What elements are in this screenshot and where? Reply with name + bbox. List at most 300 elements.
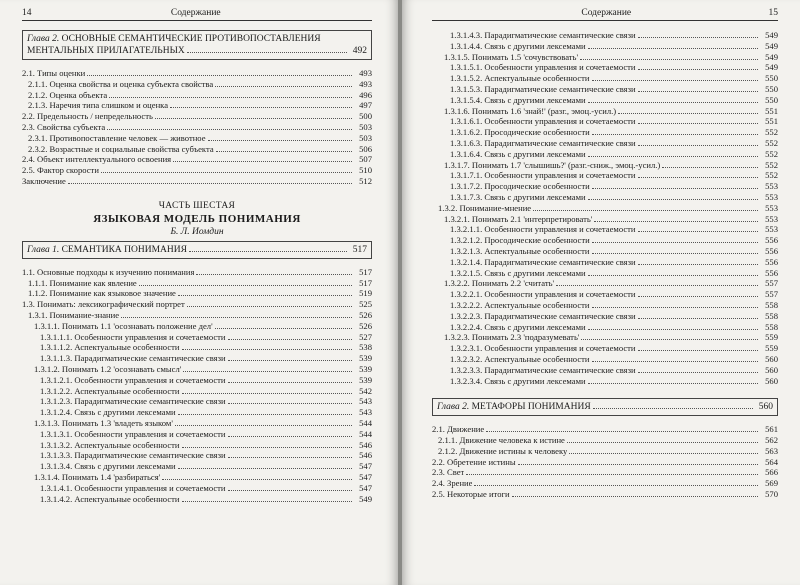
toc-entry-text: 1.3.1.2.4. Связь с другими лексемами <box>40 407 176 418</box>
toc-entry-page: 550 <box>765 94 778 105</box>
chapter-label: Глава 2. <box>27 34 60 44</box>
toc-entry-page: 547 <box>359 482 372 493</box>
toc-entry-page: 552 <box>765 170 778 181</box>
leader-dots <box>638 224 758 232</box>
toc-entry <box>22 100 372 111</box>
leader-dots <box>512 489 758 497</box>
toc-entry-text: 1.3.2.1.4. Парадигматические семантические связи <box>450 256 636 267</box>
toc-entry-page: 562 <box>765 435 778 446</box>
toc-entry <box>432 300 778 311</box>
toc-entry-text: 1.3.2.2.2. Аспектуальные особенности <box>450 299 590 310</box>
toc-entry-page: 503 <box>359 132 372 143</box>
leader-dots <box>187 299 352 307</box>
toc-entry <box>22 407 372 418</box>
toc-entry <box>22 111 372 122</box>
leader-dots <box>556 278 758 286</box>
leader-dots <box>228 429 352 437</box>
toc-entry <box>432 170 778 181</box>
leader-dots <box>68 176 352 184</box>
leader-dots <box>592 300 759 308</box>
toc-entry-page: 549 <box>765 62 778 73</box>
toc-entry-text: 1.3.1.5.2. Аспектуальные особенности <box>450 73 590 84</box>
chapter-1-title-row <box>27 244 367 256</box>
toc-entry-text: 2.1. Типы оценки <box>22 68 86 78</box>
toc-entry-page: 550 <box>765 83 778 94</box>
toc-entry <box>22 165 372 176</box>
toc-entry <box>22 68 372 79</box>
leader-dots <box>228 353 352 361</box>
toc-list-left-b <box>22 267 372 505</box>
toc-entry <box>432 332 778 343</box>
toc-entry-text: 1.3.1.5. Понимать 1.5 'сочувствовать' <box>444 51 579 62</box>
toc-entry-page: 497 <box>359 100 372 111</box>
toc-entry-text: 1.3.1.2.1. Особенности управления и сочетаемости <box>40 374 226 385</box>
leader-dots <box>121 310 352 318</box>
toc-entry <box>432 149 778 160</box>
toc-entry <box>22 267 372 278</box>
toc-entry-text: 1.3.1.6.2. Просодические особенности <box>450 127 590 138</box>
toc-entry-text: 1.3.1.6.4. Связь с другими лексемами <box>450 148 586 159</box>
leader-dots <box>486 424 758 432</box>
leader-dots <box>474 478 758 486</box>
leader-dots <box>638 365 758 373</box>
leader-dots <box>189 244 347 252</box>
toc-entry-page: 569 <box>765 478 778 489</box>
chapter-2-metaphors-title <box>437 401 591 413</box>
toc-entry-page: 552 <box>765 148 778 159</box>
chapter-2-heading-box <box>22 30 372 60</box>
toc-entry-page: 507 <box>359 154 372 165</box>
toc-entry <box>432 116 778 127</box>
toc-entry-page: 525 <box>359 299 372 310</box>
toc-entry <box>22 144 372 155</box>
toc-entry-page: 556 <box>765 256 778 267</box>
leader-dots <box>592 354 759 362</box>
toc-entry <box>432 311 778 322</box>
leader-dots <box>228 483 352 491</box>
leader-dots <box>187 45 347 53</box>
chapter-2-title-line2 <box>27 45 367 57</box>
chapter-1-title-text: СЕМАНТИКА ПОНИМАНИЯ <box>61 244 187 255</box>
toc-entry-text: 1.3.2.1.3. Аспектуальные особенности <box>450 245 590 256</box>
leader-dots <box>588 149 758 157</box>
toc-entry <box>22 472 372 483</box>
toc-entry <box>22 429 372 440</box>
toc-entry-text: 2.1.2. Движение истины к человеку <box>438 445 568 456</box>
leader-dots <box>638 343 758 351</box>
toc-entry <box>432 354 778 365</box>
toc-entry <box>432 160 778 171</box>
toc-entry-text: Заключение <box>22 175 66 186</box>
toc-entry <box>432 214 778 225</box>
leader-dots <box>182 386 353 394</box>
toc-entry-page: 556 <box>765 235 778 246</box>
leader-dots <box>109 90 352 98</box>
leader-dots <box>588 322 758 330</box>
leader-dots <box>228 332 352 340</box>
toc-entry-text: 1.3.2.3.2. Аспектуальные особенности <box>450 353 590 364</box>
leader-dots <box>175 418 352 426</box>
toc-entry <box>432 343 778 354</box>
toc-entry-text: 2.5. Некоторые итоги <box>432 489 510 500</box>
toc-entry-page: 538 <box>359 342 372 353</box>
leader-dots <box>592 127 758 135</box>
toc-entry-page: 539 <box>359 353 372 364</box>
leader-dots <box>638 84 758 92</box>
toc-entry-text: 1.3.1.3.1. Особенности управления и сочетаемости <box>40 428 226 439</box>
toc-entry-text: 1.3.1.4.3. Парадигматические семантические связи <box>450 30 636 40</box>
toc-entry-text: 1.3.1.6.1. Особенности управления и сочетаемости <box>450 116 636 127</box>
toc-entry-page: 553 <box>765 181 778 192</box>
toc-entry <box>432 435 778 446</box>
toc-entry-text: 1.3.2.3. Понимать 2.3 'подразумевать' <box>444 332 580 343</box>
toc-entry-page: 526 <box>359 309 372 320</box>
part-title: ЯЗЫКОВАЯ МОДЕЛЬ ПОНИМАНИЯ <box>93 212 301 225</box>
leader-dots <box>155 111 352 119</box>
toc-entry-page: 556 <box>765 267 778 278</box>
toc-entry-text: 1.1. Основные подходы к изучению понимания <box>22 266 195 277</box>
toc-entry-page: 549 <box>765 40 778 51</box>
toc-entry-page: 549 <box>765 51 778 62</box>
toc-entry <box>432 30 778 41</box>
toc-entry <box>432 424 778 435</box>
toc-entry-page: 493 <box>359 78 372 89</box>
leader-dots <box>170 100 352 108</box>
toc-entry-text: 1.3.1.4.1. Особенности управления и сочетаемости <box>40 482 226 493</box>
toc-entry-text: 1.3.1. Понимание-знание <box>28 309 120 320</box>
toc-entry-page: 517 <box>359 266 372 277</box>
toc-entry <box>22 450 372 461</box>
leader-dots <box>228 396 352 404</box>
chapter-2-title-line1 <box>27 33 367 45</box>
toc-list-right-b <box>432 424 778 500</box>
toc-entry-page: 552 <box>765 137 778 148</box>
chapter-2-metaphors-title-text: МЕТАФОРЫ ПОНИМАНИЯ <box>471 402 591 413</box>
toc-list-right-a <box>432 30 778 386</box>
leader-dots <box>638 311 758 319</box>
toc-entry-page: 496 <box>359 89 372 100</box>
leader-dots <box>581 332 758 340</box>
toc-entry <box>22 364 372 375</box>
toc-entry-text: 1.3.1.2.2. Аспектуальные особенности <box>40 385 180 396</box>
toc-entry <box>432 489 778 500</box>
toc-entry-text: 2.3.1. Противопоставление человек — животное <box>28 132 206 143</box>
leader-dots <box>87 68 352 76</box>
toc-entry <box>432 278 778 289</box>
toc-entry-page: 542 <box>359 385 372 396</box>
toc-entry-text: 1.3.1.3. Понимать 1.3 'владеть языком' <box>34 417 173 428</box>
toc-entry-page: 546 <box>359 439 372 450</box>
chapter-title-cont: МЕНТАЛЬНЫХ ПРИЛАГАТЕЛЬНЫХ <box>27 46 185 56</box>
page-number-right: 15 <box>768 8 778 18</box>
toc-entry-text: 1.3.2.1. Понимать 2.1 'интерпретировать' <box>444 213 593 224</box>
toc-entry-page: 546 <box>359 450 372 461</box>
toc-entry-page: 493 <box>359 68 372 78</box>
toc-entry-text: 1.3.1.5.3. Парадигматические семантические связи <box>450 83 636 94</box>
toc-list-left-a <box>22 68 372 187</box>
toc-entry <box>22 440 372 451</box>
toc-entry-text: 1.1.2. Понимание как языковое значение <box>28 288 176 299</box>
leader-dots <box>662 160 758 168</box>
toc-entry-page: 553 <box>765 191 778 202</box>
spacer <box>432 386 778 394</box>
leader-dots <box>588 376 758 384</box>
toc-entry-page: 539 <box>359 363 372 374</box>
toc-entry <box>432 138 778 149</box>
toc-entry <box>432 62 778 73</box>
toc-entry-page: 510 <box>359 165 372 176</box>
toc-entry-page: 566 <box>765 467 778 478</box>
leader-dots <box>593 401 753 409</box>
toc-entry <box>432 268 778 279</box>
toc-entry-page: 527 <box>359 331 372 342</box>
toc-entry-text: 1.3.1.7. Понимать 1.7 'слышишь?' (разг.-сниж., эмоц.-усил.) <box>444 159 661 170</box>
leader-dots <box>592 246 759 254</box>
toc-entry-page: 549 <box>359 493 372 504</box>
toc-entry-page: 559 <box>765 332 778 343</box>
toc-entry <box>22 79 372 90</box>
toc-entry-page: 553 <box>765 224 778 235</box>
leader-dots <box>208 133 352 141</box>
toc-entry <box>432 365 778 376</box>
leader-dots <box>569 446 758 454</box>
toc-entry <box>432 235 778 246</box>
toc-entry-page: 526 <box>359 320 372 331</box>
toc-entry-text: 1.3. Понимать: лексикографический портрет <box>22 299 185 310</box>
leader-dots <box>638 62 758 70</box>
toc-entry-text: 1.3.2.1.5. Связь с другими лексемами <box>450 267 586 278</box>
leader-dots <box>173 154 352 162</box>
toc-entry-page: 512 <box>359 175 372 186</box>
toc-entry <box>432 52 778 63</box>
leader-dots <box>638 138 758 146</box>
toc-entry-page: 551 <box>765 116 778 127</box>
toc-entry <box>22 154 372 165</box>
toc-entry-page: 543 <box>359 396 372 407</box>
toc-entry-text: 1.3.1.1.2. Аспектуальные особенности <box>40 342 180 353</box>
toc-entry-text: 2.1. Движение <box>432 424 485 435</box>
toc-entry <box>432 467 778 478</box>
toc-entry <box>432 84 778 95</box>
toc-entry <box>432 95 778 106</box>
toc-entry-text: 1.3.1.7.2. Просодические особенности <box>450 181 590 192</box>
toc-entry <box>432 289 778 300</box>
toc-entry <box>432 106 778 117</box>
toc-entry <box>432 127 778 138</box>
leader-dots <box>580 52 758 60</box>
leader-dots <box>588 268 758 276</box>
toc-entry-page: 544 <box>359 428 372 439</box>
toc-entry-page: 500 <box>359 111 372 122</box>
part-label: ЧАСТЬ ШЕСТАЯ <box>158 200 236 211</box>
toc-entry-text: 2.1.2. Оценка объекта <box>28 89 108 100</box>
chapter-2-metaphors-title-row <box>437 401 773 413</box>
toc-entry <box>22 418 372 429</box>
toc-entry-text: 1.3.1.2. Понимать 1.2 'осознавать смысл' <box>34 363 182 374</box>
chapter-2-metaphors-label: Глава 2. <box>437 402 470 413</box>
toc-entry-text: 1.3.2.1.1. Особенности управления и сочетаемости <box>450 224 636 235</box>
toc-entry-page: 506 <box>359 143 372 154</box>
toc-entry <box>432 457 778 468</box>
chapter-1-title <box>27 244 187 256</box>
leader-dots <box>592 235 758 243</box>
leader-dots <box>567 435 758 443</box>
toc-entry-text: 1.3.1.1.1. Особенности управления и сочетаемости <box>40 331 226 342</box>
chapter-1-page: 517 <box>352 244 367 255</box>
toc-entry-text: 1.3.2.2.1. Особенности управления и сочетаемости <box>450 289 636 300</box>
toc-entry-text: 1.3.1.3.3. Парадигматические семантические связи <box>40 450 226 461</box>
leader-dots <box>638 257 758 265</box>
toc-entry-text: 1.3.1.5.1. Особенности управления и сочетаемости <box>450 62 636 73</box>
page-number-left: 14 <box>22 8 32 18</box>
leader-dots <box>228 450 352 458</box>
leader-dots <box>215 321 352 329</box>
toc-entry <box>432 181 778 192</box>
toc-entry-text: 1.3.1.5.4. Связь с другими лексемами <box>450 94 586 105</box>
toc-entry <box>432 73 778 84</box>
toc-entry-text: 2.1.1. Оценка свойства и оценка субъекта свойства <box>28 78 214 89</box>
toc-entry <box>22 353 372 364</box>
toc-entry-text: 2.3.2. Возрастные и социальные свойства субъекта <box>28 143 214 154</box>
toc-entry-page: 560 <box>765 353 778 364</box>
toc-entry-text: 1.3.2.3.4. Связь с другими лексемами <box>450 375 586 386</box>
toc-entry <box>22 483 372 494</box>
toc-entry <box>22 288 372 299</box>
leader-dots <box>196 267 352 275</box>
toc-entry <box>432 203 778 214</box>
toc-entry-text: 2.3. Свойства субъекта <box>22 121 106 132</box>
toc-entry <box>432 478 778 489</box>
toc-entry-page: 559 <box>765 343 778 354</box>
leader-dots <box>228 375 352 383</box>
toc-entry-text: 1.3.1.3.2. Аспектуальные особенности <box>40 439 180 450</box>
toc-entry <box>432 41 778 52</box>
chapter-2-metaphors-page: 560 <box>758 402 773 413</box>
toc-entry <box>432 322 778 333</box>
toc-entry-page: 557 <box>765 289 778 300</box>
toc-entry-page: 560 <box>765 364 778 375</box>
leader-dots <box>618 106 758 114</box>
toc-entry-page: 557 <box>765 278 778 289</box>
toc-entry <box>432 192 778 203</box>
leader-dots <box>588 41 758 49</box>
toc-entry <box>22 321 372 332</box>
toc-entry-page: 551 <box>765 105 778 116</box>
toc-entry <box>22 461 372 472</box>
leader-dots <box>638 170 758 178</box>
toc-entry-page: 544 <box>359 417 372 428</box>
leader-dots <box>533 203 758 211</box>
toc-entry-page: 553 <box>765 213 778 224</box>
toc-entry-page: 539 <box>359 374 372 385</box>
leader-dots <box>178 407 352 415</box>
toc-entry <box>22 375 372 386</box>
toc-entry-page: 564 <box>765 456 778 467</box>
leader-dots <box>162 472 352 480</box>
toc-entry <box>432 224 778 235</box>
toc-entry-text: 1.1.1. Понимание как явление <box>28 277 137 288</box>
leader-dots <box>588 95 758 103</box>
chapter-1-heading-box <box>22 241 372 259</box>
leader-dots <box>592 73 759 81</box>
toc-entry <box>22 342 372 353</box>
toc-entry-page: 558 <box>765 310 778 321</box>
running-head-title-left: Содержание <box>170 8 221 18</box>
leader-dots <box>183 364 352 372</box>
chapter-title: ОСНОВНЫЕ СЕМАНТИЧЕСКИЕ ПРОТИВОПОСТАВЛЕНИЯ <box>61 34 321 44</box>
toc-entry-text: 2.1.3. Наречия типа слишком и оценка <box>28 100 169 111</box>
toc-entry-text: 1.3.1.2.3. Парадигматические семантические связи <box>40 396 226 407</box>
leader-dots <box>594 214 758 222</box>
leader-dots <box>182 440 353 448</box>
leader-dots <box>215 79 352 87</box>
toc-entry <box>22 90 372 101</box>
toc-entry-page: 550 <box>765 73 778 84</box>
toc-entry-page: 547 <box>359 471 372 482</box>
toc-entry-text: 1.3.2.2.4. Связь с другими лексемами <box>450 321 586 332</box>
part-heading <box>22 201 372 237</box>
chapter-2-metaphors-heading-box <box>432 398 778 416</box>
toc-entry-text: 1.3.1.3.4. Связь с другими лексемами <box>40 461 176 472</box>
toc-entry <box>22 299 372 310</box>
toc-entry <box>22 122 372 133</box>
toc-entry <box>432 257 778 268</box>
toc-entry-page: 552 <box>765 159 778 170</box>
toc-entry-text: 1.3.1.4.4. Связь с другими лексемами <box>450 40 586 51</box>
toc-entry-text: 1.3.2. Понимание-мнение <box>438 202 532 213</box>
running-head-title-right: Содержание <box>581 8 632 18</box>
toc-entry-text: 1.3.1.6.3. Парадигматические семантические связи <box>450 137 636 148</box>
toc-entry-page: 558 <box>765 321 778 332</box>
running-head-left <box>22 8 372 21</box>
toc-entry <box>22 310 372 321</box>
toc-entry-page: 558 <box>765 299 778 310</box>
leader-dots <box>182 494 353 502</box>
right-page <box>402 0 800 585</box>
toc-entry-text: 2.2. Предельность / непредельность <box>22 111 153 122</box>
part-author: Б. Л. Иомдин <box>170 226 224 237</box>
toc-entry-text: 1.3.1.6. Понимать 1.6 'знай!' (разг., эмоц.-усил.) <box>444 105 617 116</box>
toc-entry-text: 2.4. Объект интеллектуального освоения <box>22 154 172 165</box>
toc-entry-page: 556 <box>765 245 778 256</box>
toc-entry <box>432 376 778 387</box>
toc-entry-page: 563 <box>765 445 778 456</box>
toc-entry-page: 560 <box>765 375 778 386</box>
toc-entry <box>22 332 372 343</box>
toc-entry-page: 553 <box>765 202 778 213</box>
toc-entry-page: 547 <box>359 461 372 472</box>
toc-entry-text: 1.3.2.3.3. Парадигматические семантические связи <box>450 364 636 375</box>
toc-entry-text: 1.3.1.4. Понимать 1.4 'разбираться' <box>34 471 161 482</box>
toc-entry-page: 561 <box>765 424 778 435</box>
leader-dots <box>638 289 758 297</box>
leader-dots <box>638 116 758 124</box>
leader-dots <box>101 165 352 173</box>
toc-entry-text: 1.3.1.7.3. Связь с другими лексемами <box>450 191 586 202</box>
toc-entry <box>22 386 372 397</box>
toc-entry <box>22 278 372 289</box>
toc-entry-page: 549 <box>765 30 778 40</box>
leader-dots <box>178 461 352 469</box>
toc-entry-page: 517 <box>359 277 372 288</box>
leader-dots <box>216 144 352 152</box>
toc-entry-text: 2.4. Зрение <box>432 478 473 489</box>
toc-entry-text: 2.1.1. Движение человека к истине <box>438 435 565 446</box>
chapter-1-label: Глава 1. <box>27 244 60 255</box>
toc-entry-text: 1.3.1.7.1. Особенности управления и сочетаемости <box>450 170 636 181</box>
toc-entry-text: 2.3. Свет <box>432 467 465 478</box>
leader-dots <box>592 181 758 189</box>
